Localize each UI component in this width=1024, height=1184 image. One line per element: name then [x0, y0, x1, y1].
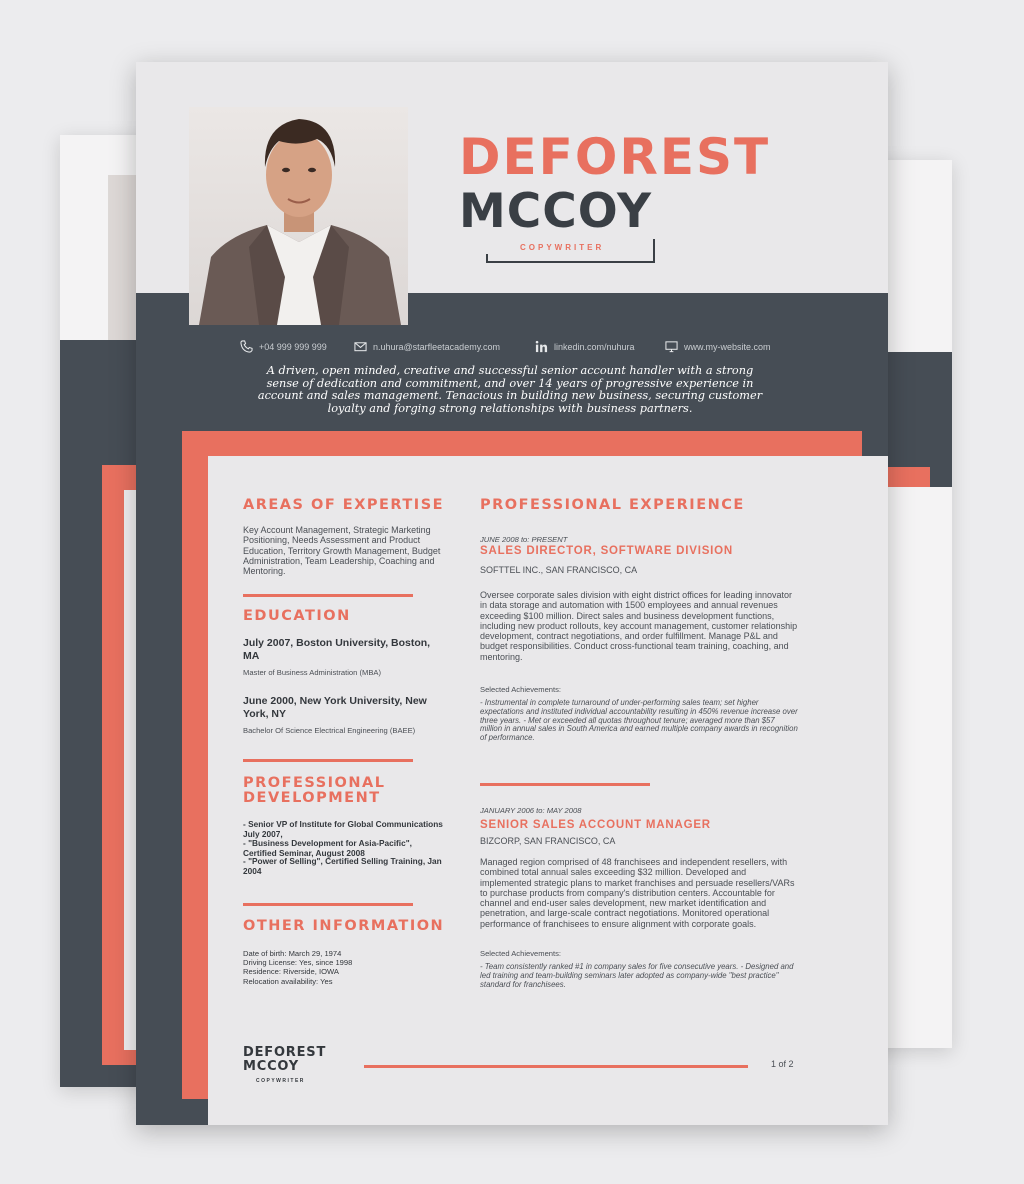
achievements-label-1: Selected Achievements: — [480, 685, 562, 694]
phone-number: +04 999 999 999 — [259, 341, 327, 352]
other-info-item: Residence: Riverside, IOWA — [243, 967, 339, 977]
job-dates-2: JANUARY 2006 to: MAY 2008 — [480, 806, 582, 815]
website-url[interactable]: www.my-website.com — [684, 341, 771, 352]
footer-rule — [364, 1065, 748, 1068]
expertise-text: Key Account Management, Strategic Marketing Positioning, Needs Assessment and Product Education, Territory Growth Management, Budget Administration, Team Leadership, Coaching and Mentoring. — [243, 525, 441, 577]
last-name: MCCOY — [459, 184, 653, 239]
linkedin-url[interactable]: linkedin.com/nuhura — [554, 341, 635, 352]
job-role-2: SENIOR SALES ACCOUNT MANAGER — [480, 819, 711, 831]
other-info-item: Driving License: Yes, since 1998 — [243, 958, 353, 968]
education-heading: EDUCATION — [243, 608, 351, 624]
linkedin-icon — [535, 340, 548, 353]
section-divider — [243, 903, 413, 906]
footer-last-name: MCCOY — [243, 1059, 300, 1074]
profile-photo — [189, 107, 408, 325]
education-degree-2: Bachelor Of Science Electrical Engineering (BAEE) — [243, 726, 416, 735]
page-number: 1 of 2 — [771, 1059, 794, 1069]
education-title-2: June 2000, New York University, New York, NY — [243, 695, 427, 720]
first-name: DEFOREST — [459, 128, 771, 186]
contact-phone — [240, 340, 327, 353]
phone-icon — [240, 340, 253, 353]
development-item-1: - Senior VP of Institute for Global Communications July 2007, — [243, 819, 443, 839]
job-description-1: Oversee corporate sales division with eight district offices for leading innovator in data storage and automation with 1500 employees and annual revenues exceeding $100 million. Direct sales and business development functions, including new product rollouts, key account management, customer relationship development, contract negotiations, and order fulfillment. Manage P&L and budget responsibilities. Conduct cross-functional team training, coaching, and mentoring. — [480, 590, 798, 662]
achievements-1: - Instrumental in complete turnaround of under-performing sales team; set higher expectations and instituted individual accountability resulting in 450% revenue increase over three years. - Met or exceeded all quotas throughout tenure; averaged more than $57 million in annual sales in South America and earned multiple company awards in recognition of performance. — [480, 698, 798, 743]
other-info-item: Date of birth: March 29, 1974 — [243, 949, 342, 958]
contact-linkedin — [535, 340, 635, 353]
expertise-heading: AREAS OF EXPERTISE — [243, 497, 445, 513]
development-item-2: - "Business Development for Asia-Pacific", Certified Seminar, August 2008 — [243, 838, 412, 858]
monitor-icon — [665, 340, 678, 353]
footer-first-name: DEFOREST — [243, 1045, 327, 1060]
job-company-2: BIZCORP, SAN FRANCISCO, CA — [480, 836, 616, 846]
job-divider — [480, 783, 650, 786]
section-divider — [243, 594, 413, 597]
section-divider — [243, 759, 413, 762]
achievements-2: - Team consistently ranked #1 in company sales for five consecutive years. - Designed and led training and team-building seminars later adopted as company-wide "best practice" standard for franchisees. — [480, 962, 794, 989]
job-dates-1: JUNE 2008 to: PRESENT — [480, 535, 568, 544]
education-degree-1: Master of Business Administration (MBA) — [243, 668, 381, 677]
other-info-item: Relocation availability: Yes — [243, 976, 333, 986]
other-heading: OTHER INFORMATION — [243, 918, 445, 934]
development-item-3: - "Power of Selling", Certified Selling Training, Jan 2004 — [243, 856, 442, 876]
footer-job-title: COPYWRITER — [256, 1078, 305, 1084]
experience-heading: PROFESSIONAL EXPERIENCE — [480, 497, 745, 513]
other-info-list — [243, 949, 453, 986]
achievements-label-2: Selected Achievements: — [480, 949, 562, 958]
contact-email — [354, 340, 500, 353]
job-title: COPYWRITER — [520, 243, 605, 252]
profile-summary: A driven, open minded, creative and successful senior account handler with a strong sense of dedication and commitment, and over 14 years of progressive experience in account and sales management. Tenacious in building new business, securing customer loyalty and forging strong relationships with business partners. — [257, 364, 763, 415]
email-address[interactable]: n.uhura@starfleetacademy.com — [373, 341, 501, 352]
footer-name — [243, 1046, 326, 1074]
contact-website — [665, 340, 771, 353]
job-company-1: SOFTTEL INC., SAN FRANCISCO, CA — [480, 565, 638, 575]
mail-icon — [354, 340, 367, 353]
education-title-1: July 2007, Boston University, Boston, MA — [243, 637, 431, 662]
development-heading: PROFESSIONAL DEVELOPMENT — [243, 775, 386, 806]
job-role-1: SALES DIRECTOR, SOFTWARE DIVISION — [480, 545, 734, 557]
job-description-2: Managed region comprised of 48 franchisees and independent resellers, with combined total annual sales exceeding $32 million. Developed and implemented strategic plans to market franchises and persuade resellers/VARs to purchase products from company's distribution centers. Accountable for channel and end-user sales development, new market identification and penetration, and large-scale contract negotiations. Monitored operational performance of franchisees to ensure alignment with corporate goals. — [480, 857, 795, 929]
portrait-illustration — [189, 107, 408, 325]
